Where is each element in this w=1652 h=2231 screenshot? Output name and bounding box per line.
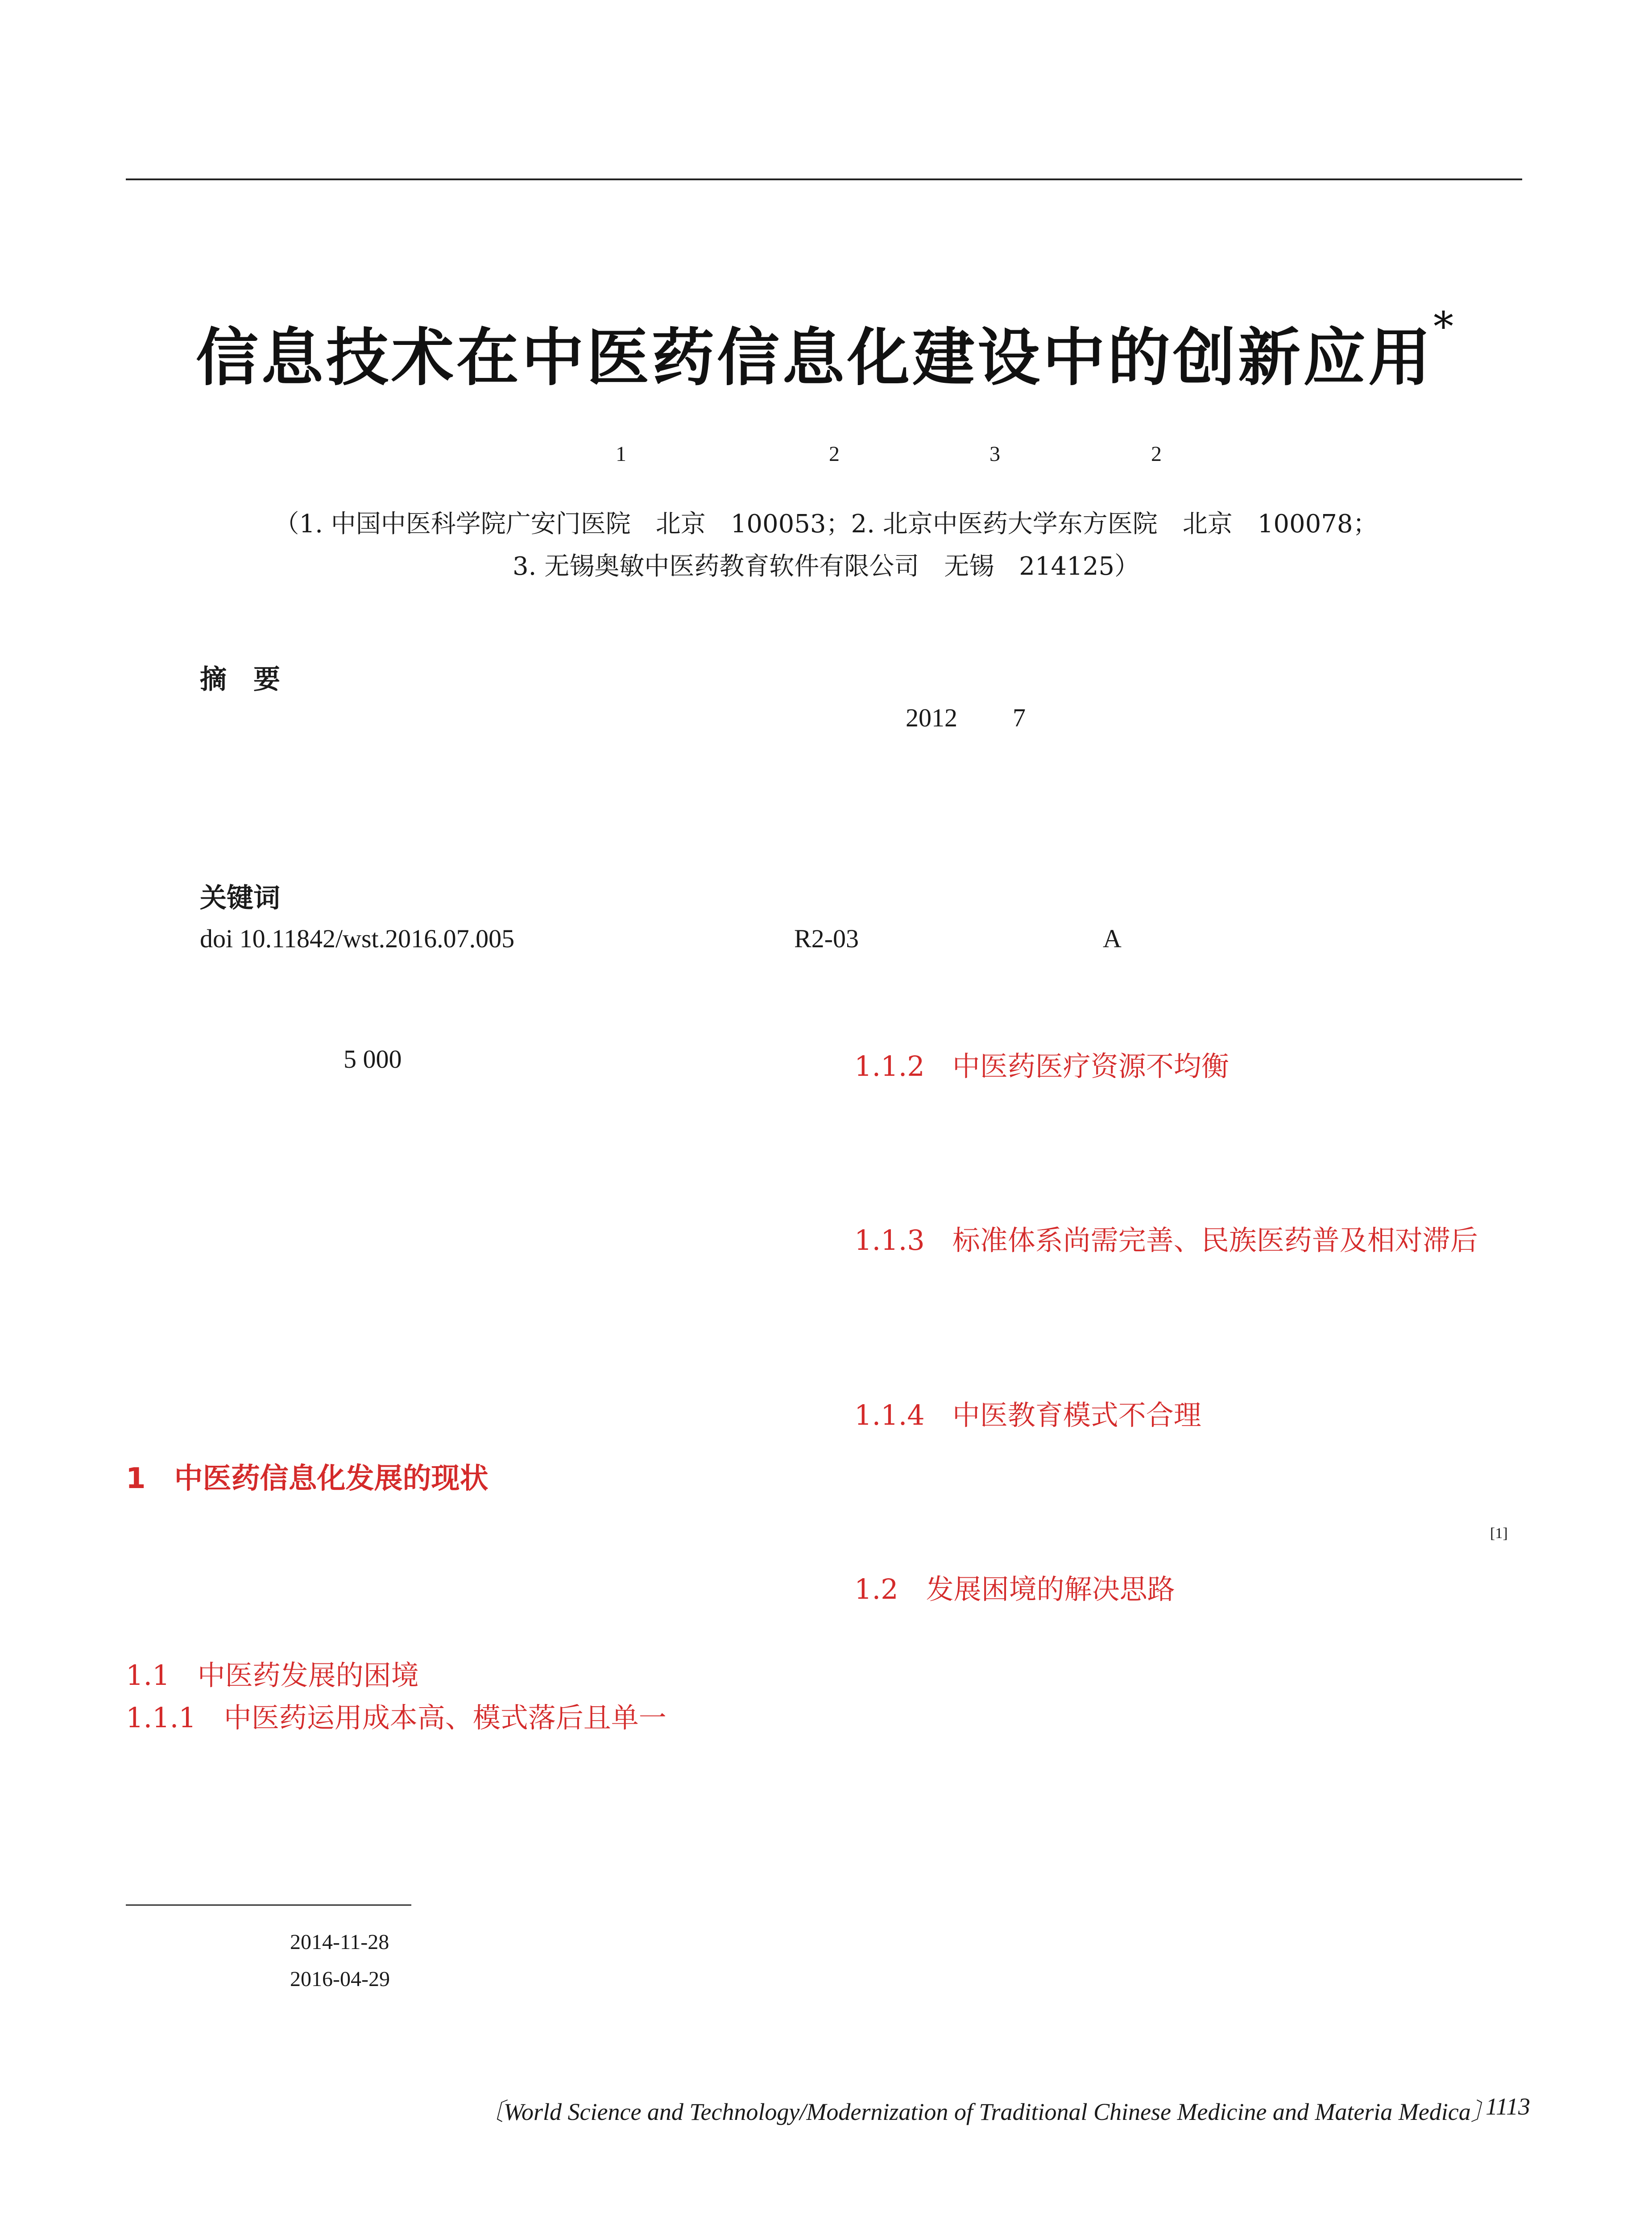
author-mark-3: 3 xyxy=(990,442,1000,466)
section-1-1-4-heading: 1.1.4 中医教育模式不合理 xyxy=(854,1399,1201,1431)
paper-title: 信息技术在中医药信息化建设中的创新应用* xyxy=(195,303,1456,394)
received-date: 2014-11-28 xyxy=(290,1930,389,1954)
affiliation-line-1: （1. 中国中医科学院广安门医院 北京 100053；2. 北京中医药大学东方医院 北京 100078； xyxy=(274,510,1378,539)
section-1-heading: 1 中医药信息化发展的现状 xyxy=(126,1462,489,1495)
affiliation-line-2: 3. 无锡奥敏中医药教育软件有限公司 无锡 214125） xyxy=(512,552,1139,581)
author-mark-2: 2 xyxy=(829,442,840,466)
doi: doi 10.11842/wst.2016.07.005 xyxy=(200,924,515,953)
author-mark-4: 2 xyxy=(1151,442,1162,466)
reference-mark: [1] xyxy=(1490,1525,1508,1542)
abstract-month: 7 xyxy=(1013,703,1026,732)
section-1-2-heading: 1.2 发展困境的解决思路 xyxy=(854,1573,1175,1605)
abstract-year: 2012 xyxy=(906,703,957,732)
page-number: 1113 xyxy=(1486,2093,1530,2120)
author-mark-1: 1 xyxy=(616,442,626,466)
keywords-label: 关键词 xyxy=(200,883,280,914)
document-code: A xyxy=(1103,924,1122,953)
footnote-rule xyxy=(126,1904,411,1906)
section-1-1-heading: 1.1 中医药发展的困境 xyxy=(126,1659,419,1692)
section-1-1-3-heading: 1.1.3 标准体系尚需完善、民族医药普及相对滞后 xyxy=(854,1224,1478,1256)
body-years: 5 000 xyxy=(344,1045,402,1074)
header-rule xyxy=(126,178,1522,180)
abstract-label: 摘 要 xyxy=(200,664,280,695)
journal-name: 〔World Science and Technology/Modernization of Traditional Chinese Medicine and Materia Medica〕 xyxy=(480,2098,1495,2125)
section-1-1-2-heading: 1.1.2 中医药医疗资源不均衡 xyxy=(854,1050,1229,1082)
revised-date: 2016-04-29 xyxy=(290,1967,390,1991)
title-footnote-mark: * xyxy=(1433,303,1456,350)
section-1-1-1-heading: 1.1.1 中医药运用成本高、模式落后且单一 xyxy=(126,1701,667,1734)
clc-number: R2-03 xyxy=(794,924,859,953)
